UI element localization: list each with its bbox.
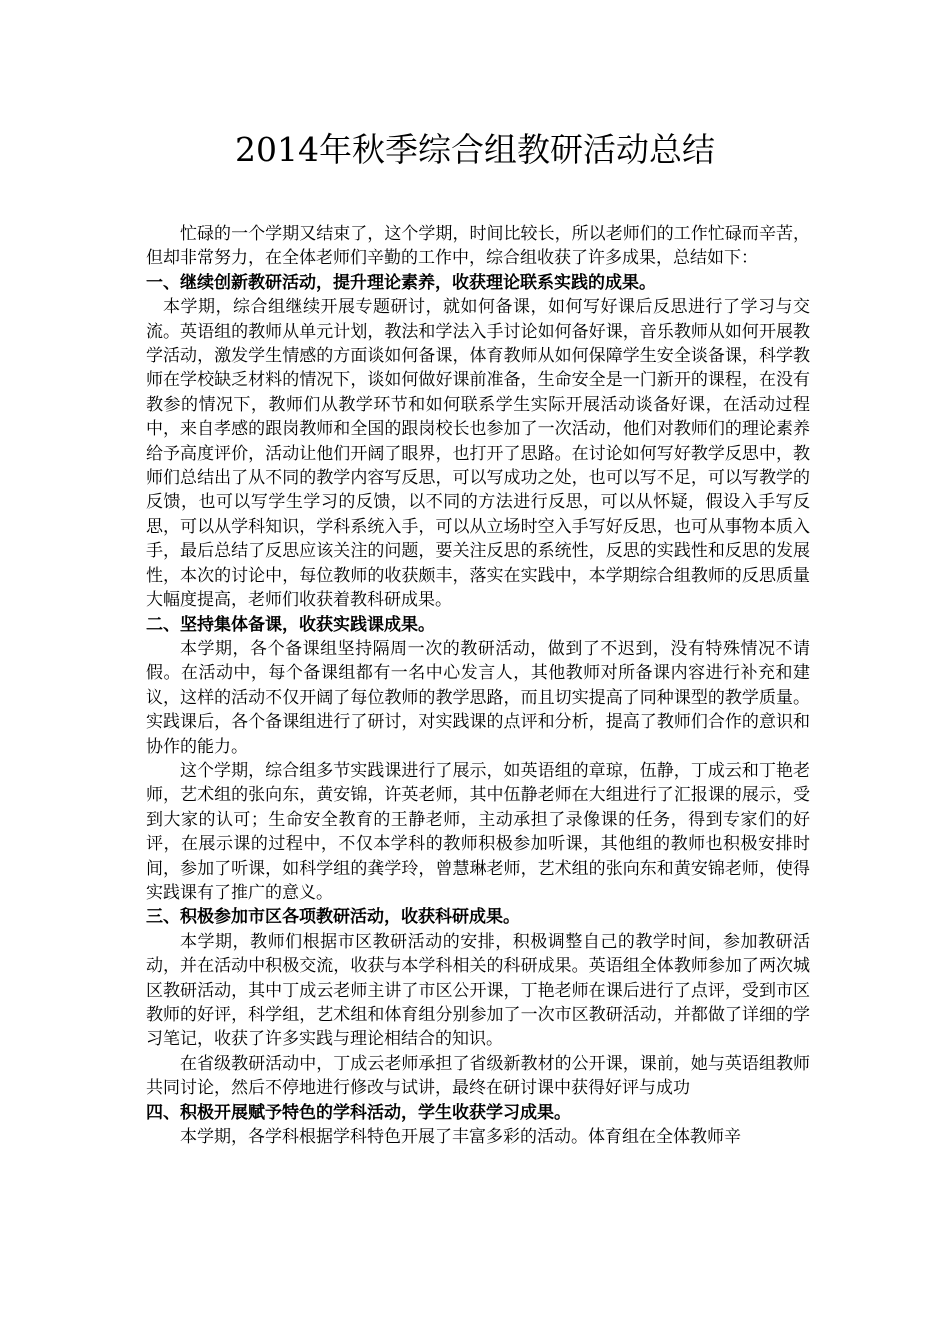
section-4-paragraph-1: 本学期，各学科根据学科特色开展了丰富多彩的活动。体育组在全体教师辛 [180,1127,741,1148]
section-2-paragraph-1: 本学期，各个备课组坚持隔周一次的教研活动，做到了不迟到，没有特殊情况不请假。在活动中，每个备课组都有一名中心发言人，其他教师对所备课内容进行补充和建议，这样的活动不仅开阔了每位教师的教学思路，而且切实提高了同种课型的教学质量。实践课后，各个备课组进行了研讨，对实践课的点评和分析，提高了教师们合作的意识和协作的能力。 [146,638,810,757]
section-heading-4: 四、积极开展赋予特色的学科活动，学生收获学习成果。 [146,1102,571,1123]
section-1-paragraph: 本学期，综合组继续开展专题研讨，就如何备课，如何写好课后反思进行了学习与交流。英语组的教师从单元计划，教法和学法入手讨论如何备好课，音乐教师从如何开展教学活动，激发学生情感的方面谈如何备课，体育教师从如何保障学生安全谈备课，科学教师在学校缺乏材料的情况下，谈如何做好课前准备，生命安全是一门新开的课程，在没有教参的情况下，教师们从教学环节和如何联系学生实际开展活动谈备好课，在活动过程中，来自孝感的跟岗教师和全国的跟岗校长也参加了一次活动，他们对教师们的理论素养给予高度评价，活动让他们开阔了眼界，也打开了思路。在讨论如何写好教学反思中，教师们总结出了从不同的教学内容写反思，可以写成功之处，也可以写不足，可以写教学的反馈，也可以写学生学习的反馈，以不同的方法进行反思，可以从怀疑，假设入手写反思，可以从学科知识，学科系统入手，可以从立场时空入手写好反思，也可从事物本质入手，最后总结了反思应该关注的问题，要关注反思的系统性，反思的实践性和反思的发展性，本次的讨论中，每位教师的收获颇丰，落实在实践中，本学期综合组教师的反思质量大幅度提高，老师们收获着教科研成果。 [146,297,810,611]
section-3-paragraph-2: 在省级教研活动中，丁成云老师承担了省级新教材的公开课，课前，她与英语组教师共同讨论，然后不停地进行修改与试讲，最终在研讨课中获得好评与成功 [146,1053,810,1099]
section-3-paragraph-1: 本学期，教师们根据市区教研活动的安排，积极调整自己的教学时间，参加教研活动，并在活动中积极交流，收获与本学科相关的科研成果。英语组全体教师参加了两次城区教研活动，其中丁成云老师主讲了市区公开课，丁艳老师在课后进行了点评，受到市区教师的好评，科学组，艺术组和体育组分别参加了一次市区教研活动，并都做了详细的学习笔记，收获了许多实践与理论相结合的知识。 [146,931,810,1050]
section-heading-2: 二、坚持集体备课，收获实践课成果。 [146,614,435,635]
document-title: 2014年秋季综合组教研活动总结 [235,130,715,169]
section-2-paragraph-2: 这个学期，综合组多节实践课进行了展示，如英语组的章琼，伍静，丁成云和丁艳老师，艺术组的张向东，黄安锦，许英老师，其中伍静老师在大组进行了汇报课的展示，受到大家的认可；生命安全教育的王静老师，主动承担了录像课的任务，得到专家们的好评，在展示课的过程中，不仅本学科的教师积极参加听课，其他组的教师也积极安排时间，参加了听课，如科学组的龚学玲，曾慧琳老师，艺术组的张向东和黄安锦老师，使得实践课有了推广的意义。 [146,760,810,903]
intro-paragraph: 忙碌的一个学期又结束了，这个学期，时间比较长，所以老师们的工作忙碌而辛苦，但却非常努力，在全体老师们辛勤的工作中，综合组收获了许多成果，总结如下： [146,224,810,269]
section-heading-1: 一、继续创新教研活动，提升理论素养，收获理论联系实践的成果。 [146,272,656,293]
document-body [146,222,810,1149]
section-heading-3: 三、积极参加市区各项教研活动，收获科研成果。 [146,907,520,928]
